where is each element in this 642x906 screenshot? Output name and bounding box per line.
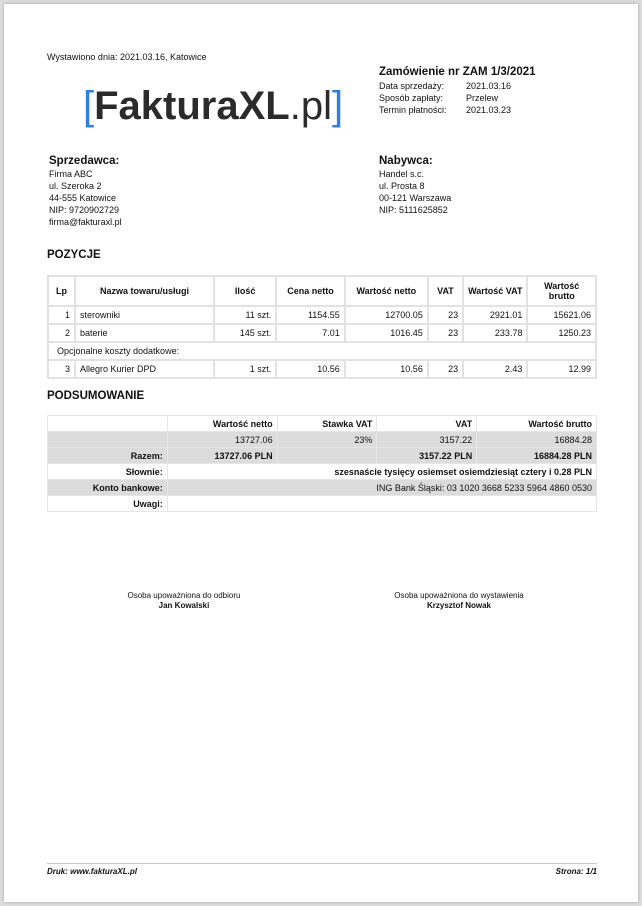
summary-net: 13727.06 [167,432,277,448]
summary-title: PODSUMOWANIE [47,390,145,402]
cell-unit-net: 10.56 [276,360,345,378]
sale-date-row [379,80,619,92]
col-name: Nazwa towaru/usługi [75,276,214,306]
summary-table [47,415,597,512]
summary-total-row [48,448,597,464]
total-net: 13727.06 PLN [167,448,277,464]
cell-vat-value: 2.43 [463,360,527,378]
total-gross: 16884.28 PLN [477,448,597,464]
col-unit-net: Cena netto [276,276,345,306]
cell-gross: 12.99 [527,360,596,378]
summary-rate: 23% [277,432,377,448]
col-net-value: Wartość netto [345,276,428,306]
label: Termin płatności: [379,105,447,115]
cell-vat: 23 [428,306,463,324]
summary-cell [48,432,168,448]
buyer-line: Handel s.c. [379,169,425,179]
logo-tld: .pl [289,84,332,128]
cell-name: Allegro Kurier DPD [75,360,214,378]
summary-header-empty [48,416,168,432]
extra-costs-row [48,342,596,360]
footer-print: Druk: www.fakturaXL.pl [47,867,137,876]
notes-label: Uwagi: [48,496,168,512]
cell-net-value: 1016.45 [345,324,428,342]
bank-label: Konto bankowe: [48,480,168,496]
positions-title: POZYCJE [47,249,101,261]
payment-due-row [379,104,619,116]
value: 2021.03.23 [466,105,512,115]
receiver-label: Osoba upoważniona do odbioru [127,591,241,600]
summary-header-vat: VAT [377,416,477,432]
label: Sposób zapłaty: [379,93,444,103]
seller-line: Firma ABC [49,169,93,179]
seller-block [49,154,122,228]
cell-vat: 23 [428,360,463,378]
summary-vat: 3157.22 [377,432,477,448]
summary-header-rate: Stawka VAT [277,416,377,432]
total-empty [277,448,377,464]
summary-bank-row [48,480,597,496]
col-vat: VAT [428,276,463,306]
summary-header-gross: Wartość brutto [477,416,597,432]
notes-value [167,496,596,512]
summary-header-row [48,416,597,432]
buyer-line: ul. Prosta 8 [379,181,425,191]
summary-gross: 16884.28 [477,432,597,448]
seller-line: 44-555 Katowice [49,193,117,203]
seller-line: NIP: 9720902729 [49,205,120,215]
issuer-signature [359,591,559,611]
payment-method-row [379,92,619,104]
total-vat: 3157.22 PLN [377,448,477,464]
buyer-line: NIP: 5111625852 [379,205,448,215]
value: 2021.03.16 [466,81,512,91]
buyer-line: 00-121 Warszawa [379,193,452,203]
cell-net-value: 10.56 [345,360,428,378]
buyer-title: Nabywca: [379,155,433,167]
receiver-signature [84,591,284,611]
cell-qty: 1 szt. [214,360,276,378]
seller-line: ul. Szeroka 2 [49,181,102,191]
table-header-row [48,276,596,306]
logo [83,82,343,130]
bank-value: ING Bank Śląski: 03 1020 3668 5233 5964 4860 0530 [167,480,596,496]
cell-net-value: 12700.05 [345,306,428,324]
cell-qty: 11 szt. [214,306,276,324]
cell-unit-net: 7.01 [276,324,345,342]
issuer-name: Krzysztof Nowak [426,601,491,610]
cell-lp: 3 [48,360,75,378]
seller-title: Sprzedawca: [49,155,120,167]
cell-unit-net: 1154.55 [276,306,345,324]
cell-name: sterowniki [75,306,214,324]
table-row [48,306,596,324]
seller-email: firma@fakturaxl.pl [49,217,122,227]
receiver-name: Jan Kowalski [158,601,210,610]
cell-lp: 1 [48,306,75,324]
issuer-label: Osoba upoważniona do wystawienia [394,591,524,600]
table-row [48,324,596,342]
words-value: szesnaście tysięcy osiemset osiemdziesiąt cztery i 0.28 PLN [167,464,596,480]
positions-table [47,275,597,379]
logo-bracket-left: [ [83,84,95,128]
invoice-page [4,4,638,902]
table-row [48,360,596,378]
logo-bracket-right: ] [331,84,344,128]
order-info [379,66,619,116]
cell-vat: 23 [428,324,463,342]
cell-vat-value: 2921.01 [463,306,527,324]
cell-vat-value: 233.78 [463,324,527,342]
buyer-block [379,154,451,216]
extra-costs-label: Opcjonalne koszty dodatkowe: [48,342,596,360]
cell-gross: 15621.06 [527,306,596,324]
footer-page: Strona: 1/1 [555,867,597,876]
col-lp: Lp [48,276,75,306]
cell-gross: 1250.23 [527,324,596,342]
logo-brand: FakturaXL [94,84,290,128]
cell-qty: 145 szt. [214,324,276,342]
footer-divider [47,863,597,864]
issue-date: Wystawiono dnia: 2021.03.16, Katowice [47,52,207,62]
value: Przelew [466,93,499,103]
summary-notes-row [48,496,597,512]
col-vat-value: Wartość VAT [463,276,527,306]
summary-header-net: Wartość netto [167,416,277,432]
summary-rate-row [48,432,597,448]
col-gross: Wartość brutto [527,276,596,306]
cell-name: baterie [75,324,214,342]
summary-words-row [48,464,597,480]
order-title: Zamówienie nr ZAM 1/3/2021 [379,66,536,78]
col-qty: Ilość [214,276,276,306]
label: Data sprzedaży: [379,81,445,91]
total-label: Razem: [48,448,168,464]
cell-lp: 2 [48,324,75,342]
words-label: Słownie: [48,464,168,480]
